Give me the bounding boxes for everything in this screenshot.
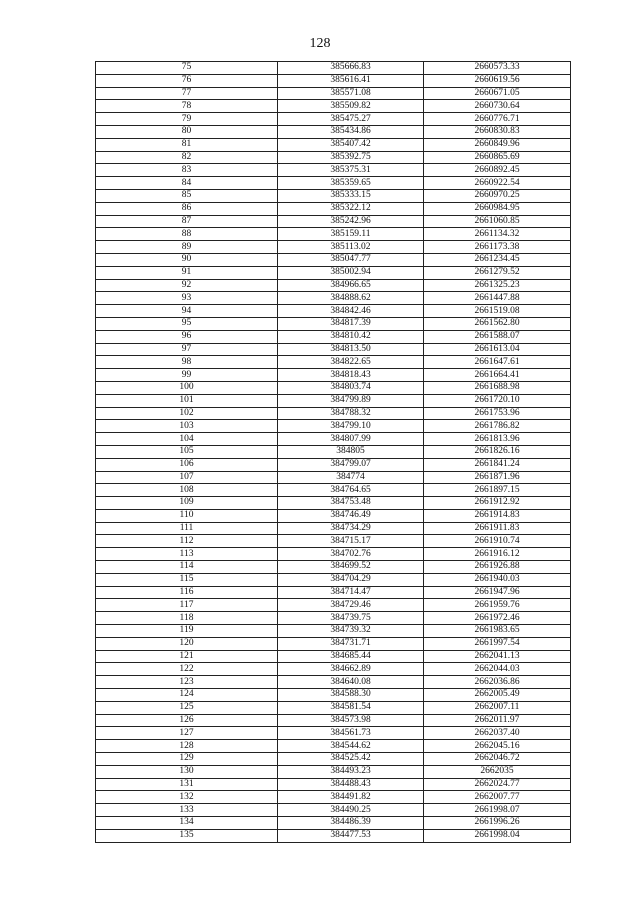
x-coordinate-cell: 384774 [278, 471, 424, 484]
x-coordinate-cell: 384491.82 [278, 791, 424, 804]
y-coordinate-cell: 2661871.96 [424, 471, 571, 484]
point-number-cell: 130 [96, 765, 278, 778]
y-coordinate-cell: 2661826.16 [424, 445, 571, 458]
x-coordinate-cell: 385475.27 [278, 113, 424, 126]
y-coordinate-cell: 2662005.49 [424, 689, 571, 702]
table-row [96, 586, 571, 599]
y-coordinate-cell: 2660830.83 [424, 125, 571, 138]
point-number-cell: 97 [96, 343, 278, 356]
x-coordinate-cell: 384813.50 [278, 343, 424, 356]
table-row [96, 177, 571, 190]
point-number-cell: 131 [96, 778, 278, 791]
point-number-cell: 117 [96, 599, 278, 612]
x-coordinate-cell: 385666.83 [278, 62, 424, 75]
point-number-cell: 116 [96, 586, 278, 599]
table-row [96, 548, 571, 561]
point-number-cell: 115 [96, 573, 278, 586]
point-number-cell: 103 [96, 420, 278, 433]
table-row [96, 509, 571, 522]
x-coordinate-cell: 384817.39 [278, 317, 424, 330]
table-row [96, 138, 571, 151]
point-number-cell: 110 [96, 509, 278, 522]
y-coordinate-cell: 2660984.95 [424, 202, 571, 215]
y-coordinate-cell: 2661786.82 [424, 420, 571, 433]
x-coordinate-cell: 384799.07 [278, 458, 424, 471]
table-row [96, 573, 571, 586]
table-row [96, 202, 571, 215]
y-coordinate-cell: 2661940.03 [424, 573, 571, 586]
table-row [96, 100, 571, 113]
point-number-cell: 105 [96, 445, 278, 458]
y-coordinate-cell: 2660730.64 [424, 100, 571, 113]
point-number-cell: 80 [96, 125, 278, 138]
table-row [96, 266, 571, 279]
point-number-cell: 81 [96, 138, 278, 151]
x-coordinate-cell: 385002.94 [278, 266, 424, 279]
y-coordinate-cell: 2661912.92 [424, 497, 571, 510]
y-coordinate-cell: 2661519.08 [424, 305, 571, 318]
point-number-cell: 84 [96, 177, 278, 190]
point-number-cell: 76 [96, 74, 278, 87]
point-number-cell: 128 [96, 740, 278, 753]
table-row [96, 535, 571, 548]
point-number-cell: 78 [96, 100, 278, 113]
x-coordinate-cell: 384573.98 [278, 714, 424, 727]
table-row [96, 164, 571, 177]
x-coordinate-cell: 384746.49 [278, 509, 424, 522]
y-coordinate-cell: 2661916.12 [424, 548, 571, 561]
point-number-cell: 123 [96, 676, 278, 689]
point-number-cell: 108 [96, 484, 278, 497]
x-coordinate-cell: 384488.43 [278, 778, 424, 791]
y-coordinate-cell: 2661914.83 [424, 509, 571, 522]
y-coordinate-cell: 2661647.61 [424, 356, 571, 369]
x-coordinate-cell: 385359.65 [278, 177, 424, 190]
y-coordinate-cell: 2661173.38 [424, 241, 571, 254]
x-coordinate-cell: 385392.75 [278, 151, 424, 164]
x-coordinate-cell: 384810.42 [278, 330, 424, 343]
table-row [96, 714, 571, 727]
y-coordinate-cell: 2660776.71 [424, 113, 571, 126]
table-row [96, 62, 571, 75]
point-number-cell: 125 [96, 701, 278, 714]
x-coordinate-cell: 385375.31 [278, 164, 424, 177]
x-coordinate-cell: 384734.29 [278, 522, 424, 535]
y-coordinate-cell: 2661325.23 [424, 279, 571, 292]
y-coordinate-cell: 2661996.26 [424, 817, 571, 830]
table-row [96, 471, 571, 484]
x-coordinate-cell: 385407.42 [278, 138, 424, 151]
point-number-cell: 101 [96, 394, 278, 407]
x-coordinate-cell: 384764.65 [278, 484, 424, 497]
x-coordinate-cell: 384561.73 [278, 727, 424, 740]
table-row [96, 458, 571, 471]
point-number-cell: 90 [96, 253, 278, 266]
x-coordinate-cell: 384739.32 [278, 625, 424, 638]
x-coordinate-cell: 384685.44 [278, 650, 424, 663]
y-coordinate-cell: 2661664.41 [424, 369, 571, 382]
table-row [96, 420, 571, 433]
point-number-cell: 96 [96, 330, 278, 343]
y-coordinate-cell: 2662035 [424, 765, 571, 778]
x-coordinate-cell: 384807.99 [278, 433, 424, 446]
table-row [96, 189, 571, 202]
x-coordinate-cell: 384822.65 [278, 356, 424, 369]
table-row [96, 305, 571, 318]
y-coordinate-cell: 2661813.96 [424, 433, 571, 446]
table-row [96, 765, 571, 778]
x-coordinate-cell: 384729.46 [278, 599, 424, 612]
x-coordinate-cell: 384888.62 [278, 292, 424, 305]
x-coordinate-cell: 384805 [278, 445, 424, 458]
point-number-cell: 107 [96, 471, 278, 484]
point-number-cell: 100 [96, 381, 278, 394]
table-row [96, 701, 571, 714]
y-coordinate-cell: 2662007.77 [424, 791, 571, 804]
x-coordinate-cell: 384490.25 [278, 804, 424, 817]
table-row [96, 317, 571, 330]
point-number-cell: 89 [96, 241, 278, 254]
table-row [96, 407, 571, 420]
point-number-cell: 104 [96, 433, 278, 446]
table-row [96, 676, 571, 689]
y-coordinate-cell: 2662036.86 [424, 676, 571, 689]
point-number-cell: 106 [96, 458, 278, 471]
y-coordinate-cell: 2662044.03 [424, 663, 571, 676]
y-coordinate-cell: 2661588.07 [424, 330, 571, 343]
y-coordinate-cell: 2660849.96 [424, 138, 571, 151]
y-coordinate-cell: 2661926.88 [424, 561, 571, 574]
y-coordinate-cell: 2661688.98 [424, 381, 571, 394]
x-coordinate-cell: 385322.12 [278, 202, 424, 215]
x-coordinate-cell: 384640.08 [278, 676, 424, 689]
y-coordinate-cell: 2661997.54 [424, 637, 571, 650]
y-coordinate-cell: 2661959.76 [424, 599, 571, 612]
x-coordinate-cell: 384788.32 [278, 407, 424, 420]
y-coordinate-cell: 2661134.32 [424, 228, 571, 241]
table-row [96, 637, 571, 650]
y-coordinate-cell: 2662046.72 [424, 753, 571, 766]
point-number-cell: 92 [96, 279, 278, 292]
y-coordinate-cell: 2662041.13 [424, 650, 571, 663]
x-coordinate-cell: 385509.82 [278, 100, 424, 113]
x-coordinate-cell: 384704.29 [278, 573, 424, 586]
point-number-cell: 79 [96, 113, 278, 126]
table-row [96, 369, 571, 382]
table-row [96, 599, 571, 612]
y-coordinate-cell: 2661972.46 [424, 612, 571, 625]
table-row [96, 113, 571, 126]
point-number-cell: 83 [96, 164, 278, 177]
x-coordinate-cell: 384799.89 [278, 394, 424, 407]
table-row [96, 663, 571, 676]
y-coordinate-cell: 2661910.74 [424, 535, 571, 548]
x-coordinate-cell: 384588.30 [278, 689, 424, 702]
table-row [96, 778, 571, 791]
y-coordinate-cell: 2662037.40 [424, 727, 571, 740]
table-row [96, 241, 571, 254]
x-coordinate-cell: 384803.74 [278, 381, 424, 394]
point-number-cell: 113 [96, 548, 278, 561]
y-coordinate-cell: 2661947.96 [424, 586, 571, 599]
table-row [96, 522, 571, 535]
y-coordinate-cell: 2660892.45 [424, 164, 571, 177]
y-coordinate-cell: 2661841.24 [424, 458, 571, 471]
point-number-cell: 77 [96, 87, 278, 100]
point-number-cell: 114 [96, 561, 278, 574]
point-number-cell: 75 [96, 62, 278, 75]
table-row [96, 484, 571, 497]
x-coordinate-cell: 384699.52 [278, 561, 424, 574]
y-coordinate-cell: 2661234.45 [424, 253, 571, 266]
x-coordinate-cell: 385047.77 [278, 253, 424, 266]
table-row [96, 151, 571, 164]
table-row [96, 650, 571, 663]
point-number-cell: 86 [96, 202, 278, 215]
table-body [96, 62, 571, 843]
x-coordinate-cell: 384493.23 [278, 765, 424, 778]
table-row [96, 727, 571, 740]
table-row [96, 561, 571, 574]
point-number-cell: 85 [96, 189, 278, 202]
table-row [96, 215, 571, 228]
y-coordinate-cell: 2660922.54 [424, 177, 571, 190]
table-row [96, 356, 571, 369]
table-row [96, 612, 571, 625]
x-coordinate-cell: 384739.75 [278, 612, 424, 625]
x-coordinate-cell: 384799.10 [278, 420, 424, 433]
x-coordinate-cell: 384662.89 [278, 663, 424, 676]
table-row [96, 740, 571, 753]
y-coordinate-cell: 2661720.10 [424, 394, 571, 407]
point-number-cell: 121 [96, 650, 278, 663]
table-row [96, 791, 571, 804]
x-coordinate-cell: 384486.39 [278, 817, 424, 830]
point-number-cell: 133 [96, 804, 278, 817]
table-row [96, 87, 571, 100]
x-coordinate-cell: 385571.08 [278, 87, 424, 100]
table-row [96, 625, 571, 638]
x-coordinate-cell: 385616.41 [278, 74, 424, 87]
table-row [96, 817, 571, 830]
table-row [96, 497, 571, 510]
x-coordinate-cell: 384818.43 [278, 369, 424, 382]
table-row [96, 829, 571, 842]
point-number-cell: 94 [96, 305, 278, 318]
point-number-cell: 95 [96, 317, 278, 330]
point-number-cell: 93 [96, 292, 278, 305]
point-number-cell: 126 [96, 714, 278, 727]
y-coordinate-cell: 2660671.05 [424, 87, 571, 100]
point-number-cell: 134 [96, 817, 278, 830]
y-coordinate-cell: 2662007.11 [424, 701, 571, 714]
point-number-cell: 91 [96, 266, 278, 279]
x-coordinate-cell: 384477.53 [278, 829, 424, 842]
table-row [96, 689, 571, 702]
point-number-cell: 119 [96, 625, 278, 638]
point-number-cell: 112 [96, 535, 278, 548]
x-coordinate-cell: 385159.11 [278, 228, 424, 241]
x-coordinate-cell: 385113.02 [278, 241, 424, 254]
x-coordinate-cell: 384715.17 [278, 535, 424, 548]
table-row [96, 74, 571, 87]
y-coordinate-cell: 2662024.77 [424, 778, 571, 791]
table-row [96, 753, 571, 766]
point-number-cell: 109 [96, 497, 278, 510]
y-coordinate-cell: 2662045.16 [424, 740, 571, 753]
point-number-cell: 124 [96, 689, 278, 702]
table-row [96, 433, 571, 446]
y-coordinate-cell: 2660970.25 [424, 189, 571, 202]
x-coordinate-cell: 384581.54 [278, 701, 424, 714]
point-number-cell: 87 [96, 215, 278, 228]
x-coordinate-cell: 385333.15 [278, 189, 424, 202]
y-coordinate-cell: 2660619.56 [424, 74, 571, 87]
table-row [96, 292, 571, 305]
point-number-cell: 135 [96, 829, 278, 842]
x-coordinate-cell: 385242.96 [278, 215, 424, 228]
table-row [96, 228, 571, 241]
point-number-cell: 111 [96, 522, 278, 535]
table-row [96, 804, 571, 817]
x-coordinate-cell: 384714.47 [278, 586, 424, 599]
table-row [96, 343, 571, 356]
coordinates-table [95, 61, 571, 843]
point-number-cell: 132 [96, 791, 278, 804]
x-coordinate-cell: 384544.62 [278, 740, 424, 753]
y-coordinate-cell: 2662011.97 [424, 714, 571, 727]
y-coordinate-cell: 2661998.07 [424, 804, 571, 817]
y-coordinate-cell: 2661897.15 [424, 484, 571, 497]
y-coordinate-cell: 2661562.80 [424, 317, 571, 330]
y-coordinate-cell: 2660573.33 [424, 62, 571, 75]
y-coordinate-cell: 2661911.83 [424, 522, 571, 535]
y-coordinate-cell: 2661279.52 [424, 266, 571, 279]
y-coordinate-cell: 2661998.04 [424, 829, 571, 842]
y-coordinate-cell: 2661447.88 [424, 292, 571, 305]
point-number-cell: 99 [96, 369, 278, 382]
table-row [96, 445, 571, 458]
point-number-cell: 122 [96, 663, 278, 676]
table-row [96, 330, 571, 343]
x-coordinate-cell: 384525.42 [278, 753, 424, 766]
x-coordinate-cell: 384966.65 [278, 279, 424, 292]
y-coordinate-cell: 2661613.04 [424, 343, 571, 356]
y-coordinate-cell: 2661753.96 [424, 407, 571, 420]
y-coordinate-cell: 2661983.65 [424, 625, 571, 638]
page-number: 128 [309, 36, 331, 51]
point-number-cell: 98 [96, 356, 278, 369]
table-row [96, 394, 571, 407]
point-number-cell: 88 [96, 228, 278, 241]
table-row [96, 253, 571, 266]
point-number-cell: 129 [96, 753, 278, 766]
y-coordinate-cell: 2660865.69 [424, 151, 571, 164]
point-number-cell: 127 [96, 727, 278, 740]
table-row [96, 125, 571, 138]
x-coordinate-cell: 384842.46 [278, 305, 424, 318]
table-row [96, 279, 571, 292]
x-coordinate-cell: 385434.86 [278, 125, 424, 138]
x-coordinate-cell: 384753.48 [278, 497, 424, 510]
y-coordinate-cell: 2661060.85 [424, 215, 571, 228]
table-row [96, 381, 571, 394]
point-number-cell: 82 [96, 151, 278, 164]
x-coordinate-cell: 384702.76 [278, 548, 424, 561]
x-coordinate-cell: 384731.71 [278, 637, 424, 650]
point-number-cell: 120 [96, 637, 278, 650]
point-number-cell: 118 [96, 612, 278, 625]
point-number-cell: 102 [96, 407, 278, 420]
